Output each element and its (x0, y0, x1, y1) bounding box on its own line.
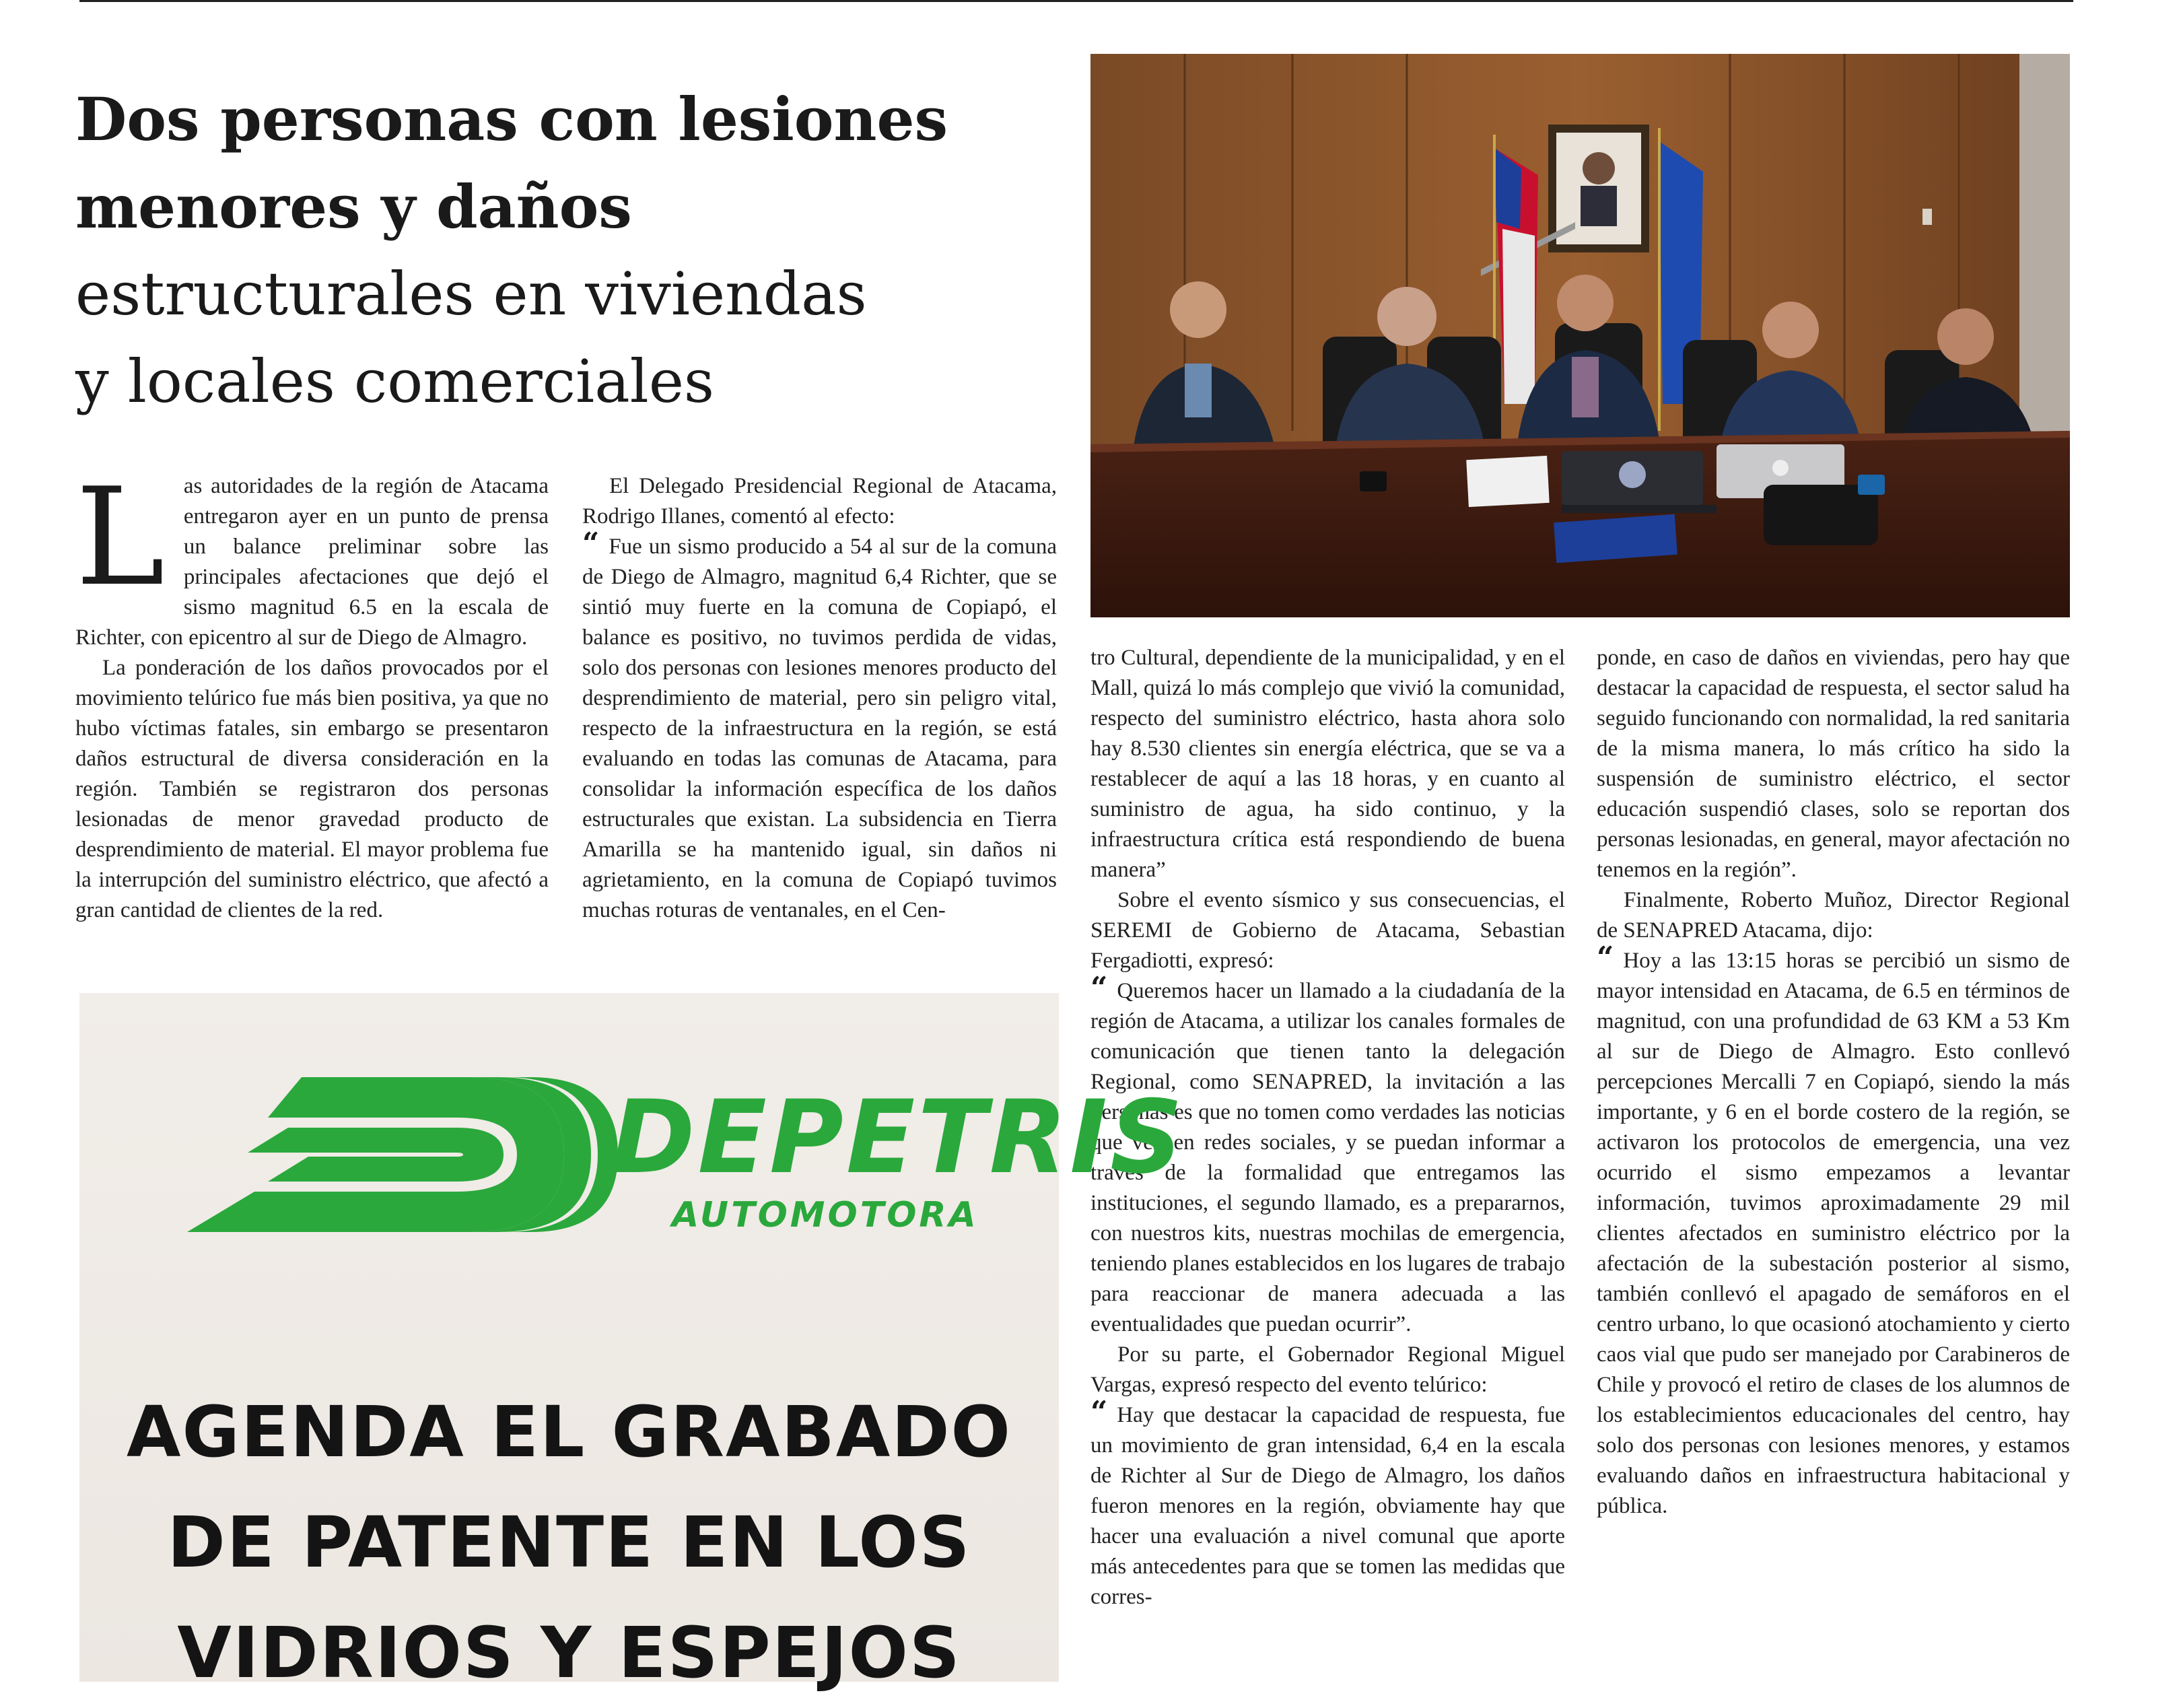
top-rule (79, 0, 2073, 2)
brand-subtitle: AUTOMOTORA (672, 1195, 979, 1235)
article-column-1 (75, 459, 549, 926)
headline-light-1: estructurales en viviendas (75, 259, 867, 329)
quote-mark-icon: “ (1597, 941, 1614, 975)
column3-quote-2 (1090, 1395, 1565, 1612)
column3-paragraph-1: tro Cultural, dependiente de la municipalidad, y en el Mall, quizá lo más complejo que vivió la comunidad, respecto del suministro eléctrico, hasta ahora solo hay 8.530 clientes sin energía eléctrica, que se va a restablecer de aquí a las 18 horas, y en cuanto al suministro de agua, ha sido continuo, y la infraestructura crítica está respondiendo de buena manera” (1090, 646, 1565, 882)
column1-paragraph-2: La ponderación de los daños provocados por el movimiento telúrico fue más bien positiva, ya que no hubo víctimas fatales, sin embargo se presentaron daños estructural de diversa consideración en la región. También se registraron dos personas lesionadas de menor gravedad producto de desprendimiento de material. El mayor problema fue la interrupción del suministro eléctrico, que afectó a gran cantidad de clientes de la red. (75, 656, 549, 922)
press-conference-photo (1090, 54, 2070, 617)
headline-bold-2: menores y daños (75, 172, 632, 242)
column3-paragraph-3: Por su parte, el Gobernador Regional Miguel Vargas, expresó respecto del evento telúrico: (1090, 1342, 1565, 1397)
headline-bold-1: Dos personas con lesiones (75, 84, 948, 154)
column1-paragraph-1: as autoridades de la región de Atacama entregaron ayer en un punto de prensa un balance preliminar sobre las principales afectaciones que dejó el sismo magnitud 6.5 en la escala de Richter, con epicentro al sur de Diego de Almagro. (75, 474, 549, 650)
column4-paragraph-1: ponde, en caso de daños en viviendas, pero hay que destacar la capacidad de respuesta, el sector salud ha seguido funcionando con normalidad, la red sanitaria de la misma manera, lo más crítico ha sido la suspensión de suministro eléctrico, el sector educación suspendió clases, solo se reportan dos personas lesionadas, en general, mayor afectación no tenemos en la región”. (1597, 646, 2070, 882)
column2-quote-text: Fue un sismo producido a 54 al sur de la comuna de Diego de Almagro, magnitud 6,4 Richter, que se sintió muy fuerte en la comuna de Copiapó, el balance es positivo, no tuvimos perdida de vidas, solo dos personas con lesiones menores producto del desprendimiento de material, pero sin peligro vital, respecto de la infraestructura en la región, se está evaluando en todas las comunas de Atacama, para consolidar la información específica de los daños estructurales que existan. La subsidencia en Tierra Amarilla se ha mantenido igual, sin daños ni agrietamiento, en la comuna de Copiapó tuvimos muchas roturas de ventanales, en el Cen- (582, 535, 1057, 922)
column4-quote-text: Hoy a las 13:15 horas se percibió un sismo de mayor intensidad en Atacama, de 6.5 en términos de magnitud, con una profundidad de 63 KM a 53 Km al sur de Diego de Almagro. Esto conllevó percepciones Mercalli 7 en Copiapó, siendo la más importante, y 6 en el borde costero de la región, se activaron los protocolos de emergencia, una vez ocurrido el sismo empezamos a levantar información, tuvimos aproximadamente 29 mil clientes afectados en suministro eléctrico por la afectación de la subestación posterior al sismo, también conllevó el apagado de semáforos en el centro urbano, lo que ocasionó atochamiento y cierto caos vial que pudo ser manejado por Carabineros de Chile y provocó el retiro de clases de los alumnos de los establecimientos educacionales del centro, hay solo dos personas con lesiones menores, y estamos evaluando daños en infraestructura habitacional y pública. (1597, 949, 2070, 1518)
ad-line-2: DE PATENTE EN LOS (167, 1501, 971, 1583)
column3-paragraph-2: Sobre el evento sísmico y sus consecuencias, el SEREMI de Gobierno de Atacama, Sebastian Fergadiotti, expresó: (1090, 888, 1565, 973)
ad-message (79, 1377, 1059, 1708)
column4-paragraph-2: Finalmente, Roberto Muñoz, Director Regional de SENAPRED Atacama, dijo: (1597, 888, 2070, 943)
quote-mark-icon: “ (1090, 971, 1108, 1005)
ad-line-3: VIDRIOS Y ESPEJOS (177, 1612, 961, 1694)
article-headline (75, 75, 1072, 425)
quote-mark-icon: “ (582, 526, 600, 561)
column3-quote-2-text: Hay que destacar la capacidad de respuesta, fue un movimiento de gran intensidad, 6,4 en la escala de Richter al Sur de Diego de Almagro, los daños fueron menores en la región, obviamente hay que hacer una evaluación a nivel comunal que aporte más antecedentes para que se tomen las medidas que corres- (1090, 1403, 1565, 1609)
quote-mark-icon: “ (1090, 1395, 1108, 1429)
article-column-4 (1597, 643, 2070, 1522)
depetris-advertisement (79, 993, 1186, 1694)
column2-quote (582, 526, 1057, 926)
column4-quote (1597, 941, 2070, 1522)
brand-name: DEPETRIS (611, 1079, 1186, 1196)
column2-paragraph-1: El Delegado Presidencial Regional de Atacama, Rodrigo Illanes, comentó al efecto: (582, 474, 1057, 528)
headline-light-2: y locales comerciales (75, 347, 715, 416)
column3-quote-1-text: Queremos hacer un llamado a la ciudadanía de la región de Atacama, a utilizar los canales formales de comunicación que tienen tanto la delegación Regional, como SENAPRED, la invitación a las personas es que no tomen como verdades las noticias que ven en redes sociales, y se puedan informar a través de la formalidad que entregamos las instituciones, el segundo llamado, es a prepararnos, con nuestros kits, nuestras mochilas de emergencia, teniendo planes establecidos en los lugares de trabajo para reaccionar de manera adecuada a las eventualidades que puedan ocurrir”. (1090, 979, 1565, 1336)
dropcap-letter: L (75, 459, 165, 616)
ad-line-1: AGENDA EL GRABADO (127, 1391, 1012, 1473)
depetris-logo-icon (187, 1077, 618, 1232)
article-column-2 (582, 471, 1057, 926)
